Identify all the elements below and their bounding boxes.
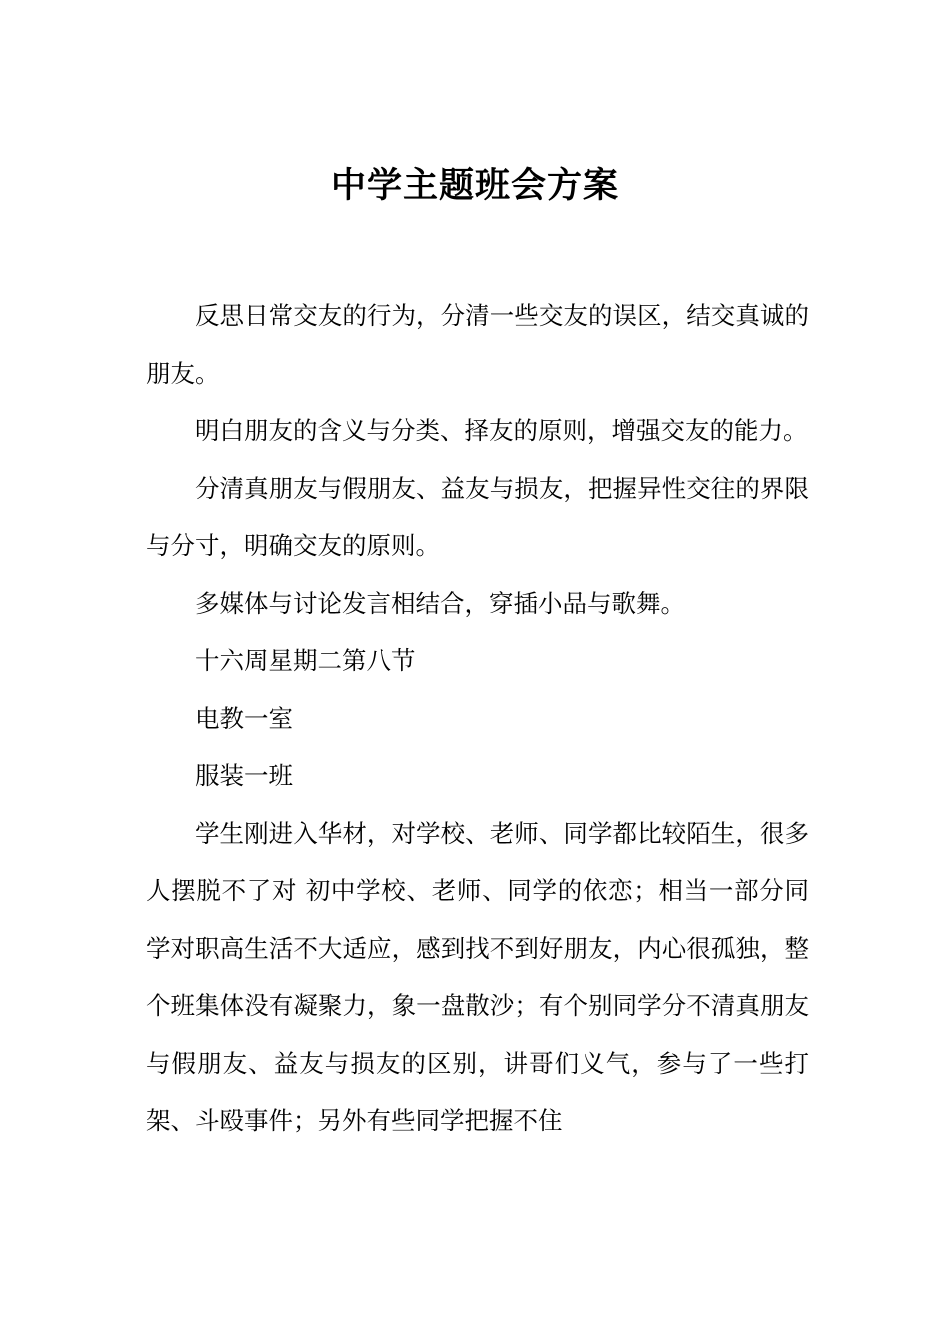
paragraph-goal-understand: 明白朋友的含义与分类、择友的原则，增强交友的能力。 <box>195 416 808 445</box>
document-title: 中学主题班会方案 <box>330 165 619 206</box>
paragraph-background: 学生刚进入华材，对学校、老师、同学都比较陌生，很多人摆脱不了对 初中学校、老师、同学的依恋；相当一部分同学对职高生活不大适应，感到找不到好朋友，内心很孤独，整个班集体没有凝聚力，象一盘散沙；有个别同学分不清真朋友与假朋友、益友与损友的区别，讲哥们义气，参与了一些打架、斗殴事件；另外有些同学把握不住 <box>146 818 809 1135</box>
paragraph-goal-distinguish: 分清真朋友与假朋友、益友与损友，把握异性交往的界限与分寸，明确交友的原则。 <box>146 473 809 560</box>
paragraph-format: 多媒体与讨论发言相结合，穿插小品与歌舞。 <box>195 588 685 618</box>
paragraph-time: 十六周星期二第八节 <box>195 646 416 675</box>
paragraph-goal-reflect: 反思日常交友的行为，分清一些交友的误区，结交真诚的朋友。 <box>146 301 809 388</box>
paragraph-location: 电教一室 <box>195 703 293 733</box>
paragraph-class: 服装一班 <box>195 761 293 790</box>
document-body <box>146 287 809 1150</box>
